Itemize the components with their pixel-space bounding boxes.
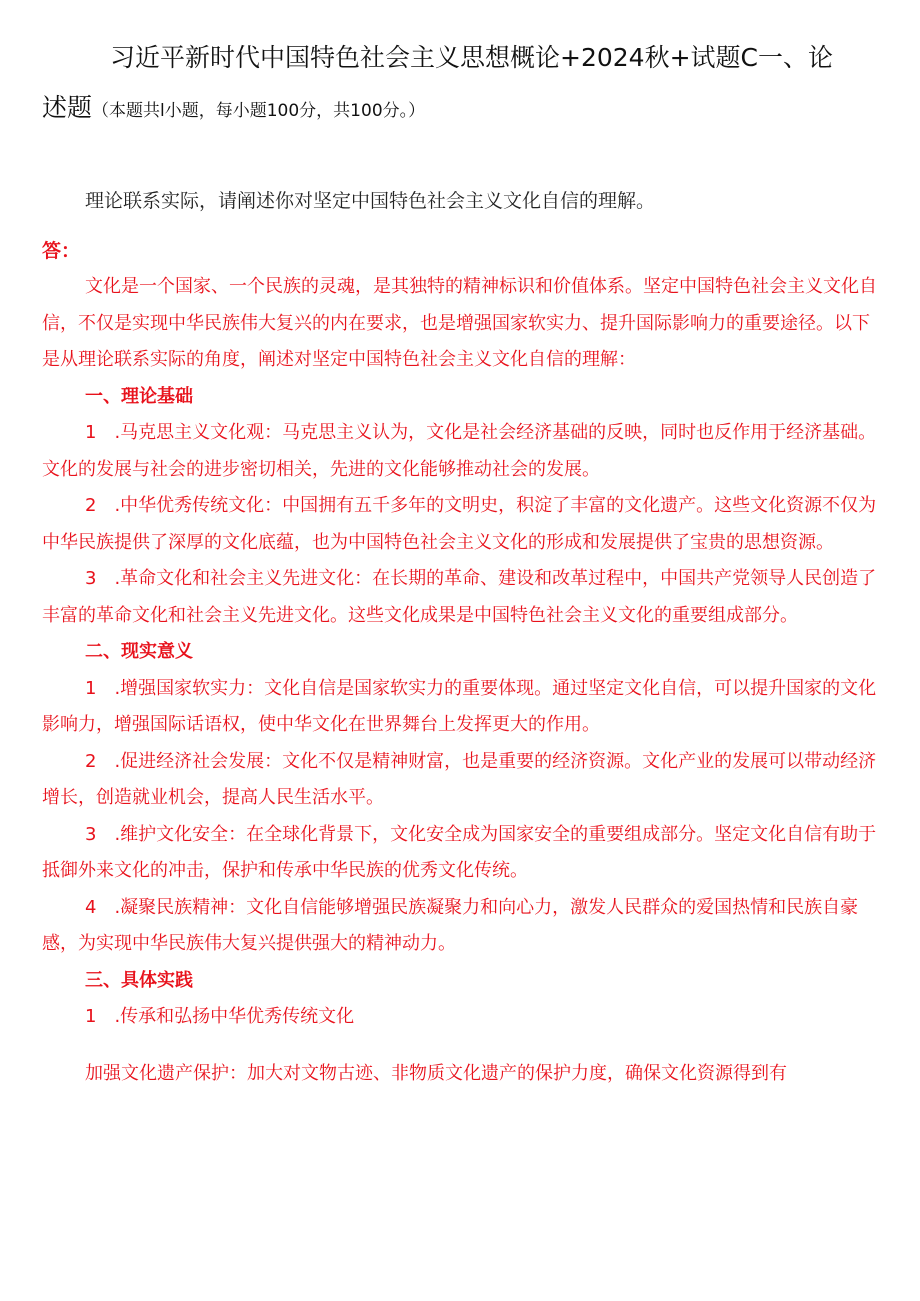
section-title-main: 述题: [42, 93, 93, 122]
answer-label: 答：: [42, 240, 81, 262]
section-heading-theory: 一、理论基础: [85, 385, 193, 407]
exam-title: 习近平新时代中国特色社会主义思想概论+2024秋+试题C一、论: [110, 43, 833, 72]
section-title-note: （本题共l小题，每小题100分，共100分。）: [92, 101, 426, 121]
practice-detail: 加强文化遗产保护：加大对文物古迹、非物质文化遗产的保护力度，确保文化资源得到有: [85, 1062, 787, 1084]
answer-body: [42, 269, 880, 1092]
section-heading-practice: 三、具体实践: [85, 969, 193, 991]
list-item: 2 .促进经济社会发展：文化不仅是精神财富，也是重要的经济资源。文化产业的发展可以带动经济增长，创造就业机会，提高人民生活水平。: [42, 750, 877, 808]
list-item: 2 .中华优秀传统文化：中国拥有五千多年的文明史，积淀了丰富的文化遗产。这些文化资源不仅为中华民族提供了深厚的文化底蕴，也为中国特色社会主义文化的形成和发展提供了宝贵的思想资源。: [42, 495, 877, 553]
list-item: 4 .凝聚民族精神：文化自信能够增强民族凝聚力和向心力，激发人民群众的爱国热情和民族自豪感，为实现中华民族伟大复兴提供强大的精神动力。: [42, 896, 859, 954]
list-item: 1 .增强国家软实力：文化自信是国家软实力的重要体现。通过坚定文化自信，可以提升国家的文化影响力，增强国际话语权，使中华文化在世界舞台上发挥更大的作用。: [42, 677, 877, 735]
list-item: 1 .传承和弘扬中华优秀传统文化: [85, 1006, 355, 1027]
list-item: 1 .马克思主义文化观：马克思主义认为，文化是社会经济基础的反映，同时也反作用于经济基础。文化的发展与社会的进步密切相关，先进的文化能够推动社会的发展。: [42, 422, 877, 480]
section-heading-significance: 二、现实意义: [85, 641, 193, 662]
section-title: [42, 88, 882, 124]
answer-intro: 文化是一个国家、一个民族的灵魂，是其独特的精神标识和价值体系。坚定中国特色社会主义文化自信，不仅是实现中华民族伟大复兴的内在要求，也是增强国家软实力、提升国际影响力的重要途径。以下是从理论联系实际的角度，阐述对坚定中国特色社会主义文化自信的理解：: [42, 276, 877, 370]
question-text: 理论联系实际，请阐述你对坚定中国特色社会主义文化自信的理解。: [85, 190, 656, 212]
list-item: 3 .革命文化和社会主义先进文化：在长期的革命、建设和改革过程中，中国共产党领导人民创造了丰富的革命文化和社会主义先进文化。这些文化成果是中国特色社会主义文化的重要组成部分。: [42, 568, 877, 626]
list-item: 3 .维护文化安全：在全球化背景下，文化安全成为国家安全的重要组成部分。坚定文化自信有助于抵御外来文化的冲击，保护和传承中华民族的优秀文化传统。: [42, 823, 877, 881]
